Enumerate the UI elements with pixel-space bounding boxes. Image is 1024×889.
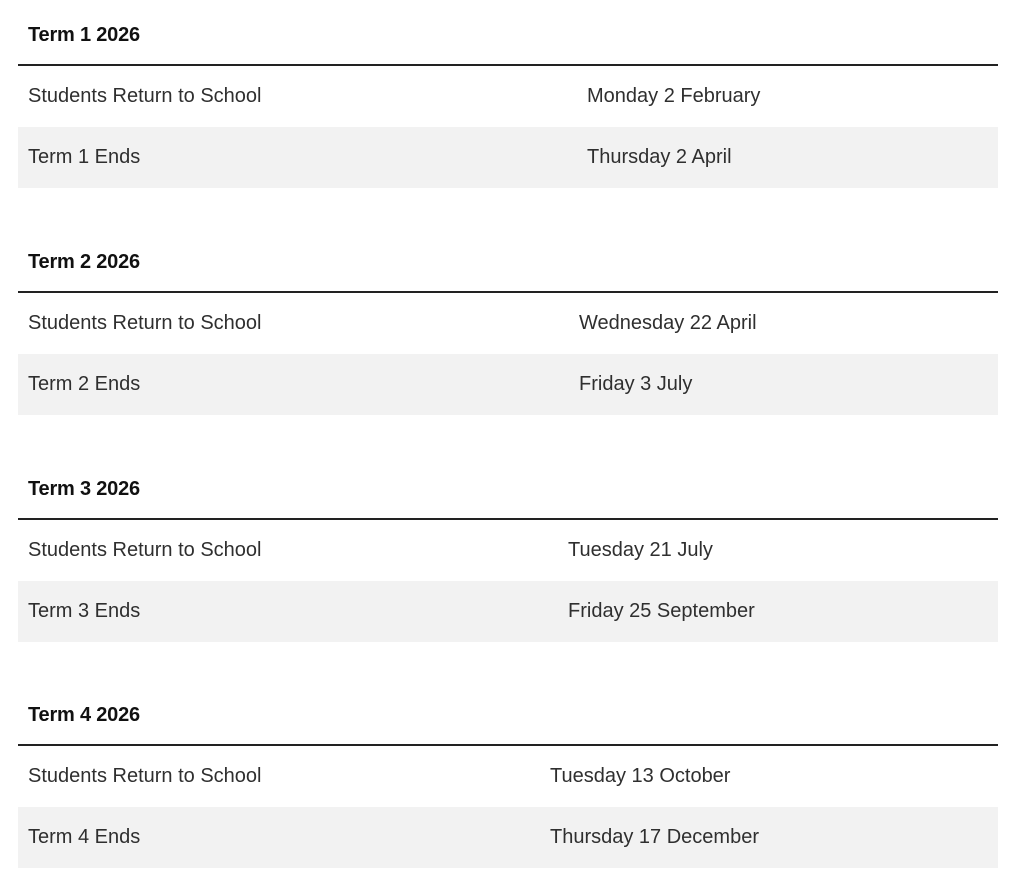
term-dates-table (18, 520, 998, 642)
term-title: Term 3 2026 (28, 478, 140, 500)
term-dates-table (18, 66, 998, 188)
event-label: Students Return to School (18, 746, 550, 807)
table-row (18, 293, 998, 354)
event-label: Term 4 Ends (18, 807, 550, 868)
term-heading (18, 456, 998, 520)
term-heading (18, 2, 998, 66)
term-heading (18, 229, 998, 293)
event-date: Thursday 17 December (550, 807, 998, 868)
term-2-section (18, 229, 998, 415)
table-row (18, 520, 998, 581)
event-date: Monday 2 February (587, 66, 998, 127)
event-date: Wednesday 22 April (579, 293, 998, 354)
term-heading (18, 682, 998, 746)
event-label: Students Return to School (18, 520, 568, 581)
term-4-section (18, 682, 998, 868)
table-row (18, 581, 998, 642)
table-row (18, 66, 998, 127)
table-row (18, 354, 998, 415)
term-title: Term 1 2026 (28, 24, 140, 46)
event-date: Friday 25 September (568, 581, 998, 642)
event-label: Students Return to School (18, 293, 579, 354)
term-1-section (18, 2, 998, 188)
event-date: Friday 3 July (579, 354, 998, 415)
event-date: Thursday 2 April (587, 127, 998, 188)
event-label: Term 3 Ends (18, 581, 568, 642)
event-date: Tuesday 21 July (568, 520, 998, 581)
term-title: Term 4 2026 (28, 704, 140, 726)
table-row (18, 127, 998, 188)
term-dates-table (18, 293, 998, 415)
table-row (18, 746, 998, 807)
term-title: Term 2 2026 (28, 251, 140, 273)
event-label: Term 2 Ends (18, 354, 579, 415)
event-label: Term 1 Ends (18, 127, 587, 188)
event-label: Students Return to School (18, 66, 587, 127)
term-3-section (18, 456, 998, 642)
term-dates-table (18, 746, 998, 868)
event-date: Tuesday 13 October (550, 746, 998, 807)
table-row (18, 807, 998, 868)
